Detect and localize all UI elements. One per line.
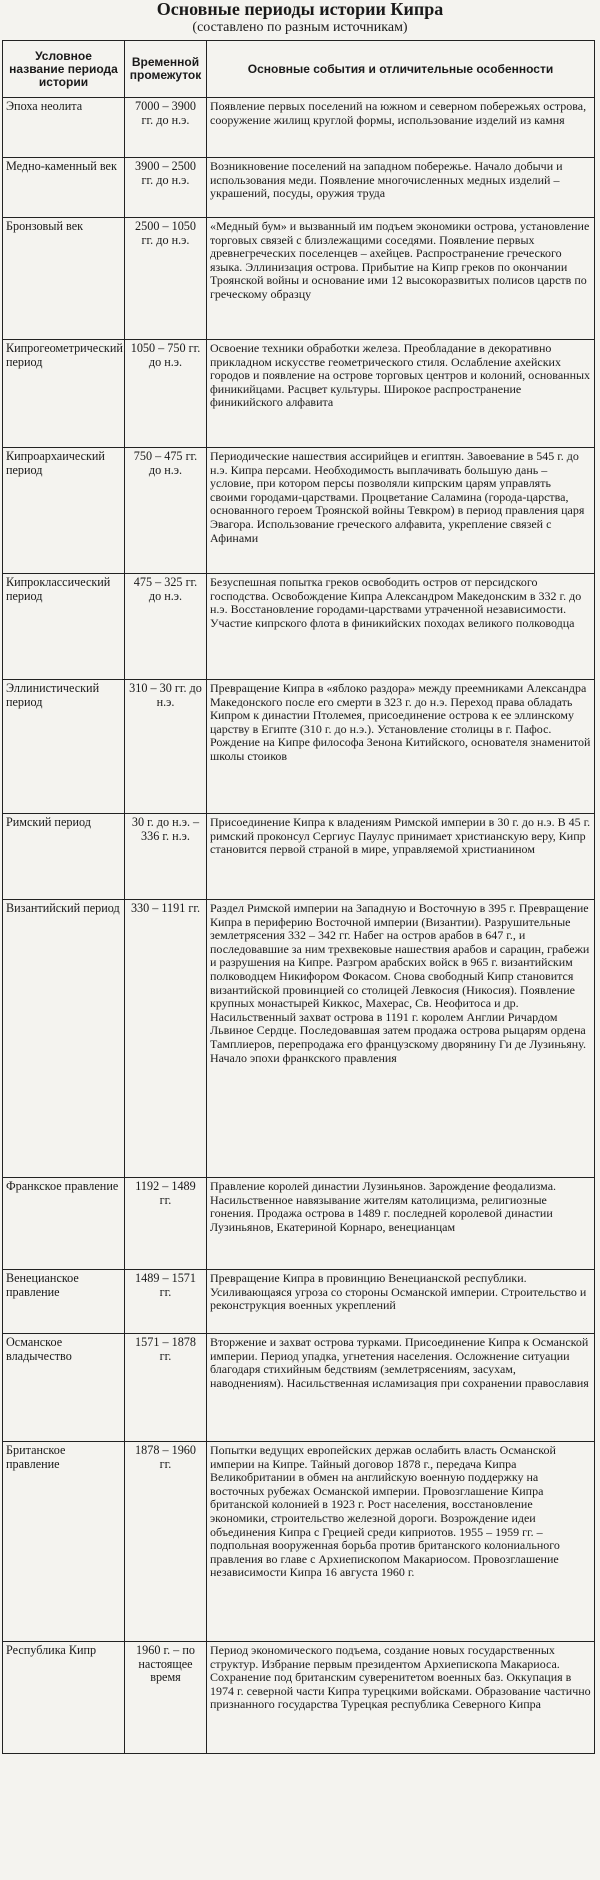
period-dates: 475 – 325 гг. до н.э. <box>125 574 207 680</box>
period-name: Кипрогеометрический период <box>3 340 125 448</box>
period-events: Присоединение Кипра к владениям Римской империи в 30 г. до н.э. В 45 г. римский проконсул Сергиус Паулус принимает христианскую веру, Кипр становится первой страной в мире, управляемой христианином <box>207 814 595 900</box>
period-name: Бронзовый век <box>3 218 125 340</box>
period-events: Освоение техники обработки железа. Преобладание в декоративно прикладном искусстве геометрического стиля. Ослабление ахейских городов и появление на острове торговых центров и колоний, основанных финикийцами. Расцвет культуры. Широкое распространение финикийского алфавита <box>207 340 595 448</box>
period-dates: 750 – 475 гг. до н.э. <box>125 448 207 574</box>
period-dates: 330 – 1191 гг. <box>125 900 207 1178</box>
period-name: Римский период <box>3 814 125 900</box>
page-title: Основные периоды истории Кипра <box>156 0 444 19</box>
table-row <box>3 340 595 448</box>
period-dates: 7000 – 3900 гг. до н.э. <box>125 98 207 158</box>
header-events: Основные события и отличительные особенности <box>207 41 595 98</box>
table-row <box>3 680 595 814</box>
period-events: Превращение Кипра в «яблоко раздора» между преемниками Александра Македонского после его смерти в 323 г. до н.э. Переход права обладать Кипром к династии Птолемея, присоединение острова к ее эллинскому царству в Египте (310 г. до н.э.). Установление столицы в г. Пафос. Рождение на Кипре философа Зенона Китийского, основателя знаменитой школы стоиков <box>207 680 595 814</box>
period-name: Эллинистический период <box>3 680 125 814</box>
period-events: Появление первых поселений на южном и северном побережьях острова, сооружение жилищ круглой формы, использование изделий из камня <box>207 98 595 158</box>
period-dates: 310 – 30 гг. до н.э. <box>125 680 207 814</box>
period-name: Британское правление <box>3 1442 125 1642</box>
period-events: Правление королей династии Лузиньянов. Зарождение феодализма. Насильственное навязывание жителям католицизма, религиозные гонения. Продажа острова в 1489 г. последней королевой династии Лузиньянов, Екатериной Корнаро, венецианцам <box>207 1178 595 1270</box>
period-name: Республика Кипр <box>3 1642 125 1754</box>
period-dates: 1571 – 1878 гг. <box>125 1334 207 1442</box>
header-dates: Временной промежуток <box>125 41 207 98</box>
period-events: Возникновение поселений на западном побережье. Начало добычи и использования меди. Появление многочисленных медных изделий – украшений, посуды, оружия труда <box>207 158 595 218</box>
period-dates: 1192 – 1489 гг. <box>125 1178 207 1270</box>
table-row <box>3 1642 595 1754</box>
period-dates: 1489 – 1571 гг. <box>125 1270 207 1334</box>
table-row <box>3 218 595 340</box>
period-events: Период экономического подъема, создание новых государственных структур. Избрание первым президентом Архиепископа Макариоса. Сохранение под британским суверенитетом военных баз. Оккупация в 1974 г. северной части Кипра турецкими войсками. Образование частично признанного государства Турецкая республика Северного Кипра <box>207 1642 595 1754</box>
period-name: Франкское правление <box>3 1178 125 1270</box>
table-row <box>3 158 595 218</box>
period-name: Эпоха неолита <box>3 98 125 158</box>
page-subtitle: (составлено по разным источникам) <box>192 20 408 35</box>
table-row <box>3 1270 595 1334</box>
table-row <box>3 98 595 158</box>
table-header-row <box>3 41 595 98</box>
period-dates: 30 г. до н.э. – 336 г. н.э. <box>125 814 207 900</box>
header-period: Условное название периода истории <box>3 41 125 98</box>
period-events: Безуспешная попытка греков освободить остров от персидского господства. Освобождение Кипра Александром Македонским в 332 г. до н.э. Восстановление городами-царствами утраченной независимости. Участие кипрского флота в финикийских походах великого полководца <box>207 574 595 680</box>
period-name: Медно-каменный век <box>3 158 125 218</box>
period-name: Кипроархаический период <box>3 448 125 574</box>
period-events: Периодические нашествия ассирийцев и египтян. Завоевание в 545 г. до н.э. Кипра персами. Необходимость выплачивать большую дань – условие, при котором персы позволяли кипрским царям управлять своими городами-царствами. Процветание Саламина (города-царства, основанного героем Троянской войны Тевкром) в период правления царя Эвагора. Использование греческого алфавита, укрепление связей с Афинами <box>207 448 595 574</box>
table-row <box>3 814 595 900</box>
period-name: Венецианское правление <box>3 1270 125 1334</box>
period-dates: 3900 – 2500 гг. до н.э. <box>125 158 207 218</box>
periods-table <box>2 40 595 1754</box>
table-row <box>3 1334 595 1442</box>
period-dates: 1050 – 750 гг. до н.э. <box>125 340 207 448</box>
period-dates: 2500 – 1050 гг. до н.э. <box>125 218 207 340</box>
period-dates: 1960 г. – по настоящее время <box>125 1642 207 1754</box>
period-events: Вторжение и захват острова турками. Присоединение Кипра к Османской империи. Период упадка, угнетения населения. Осложнение ситуации благодаря стихийным бедствиям (землетрясениям, засухам, наводнениям). Насильственная исламизация при сохранении православия <box>207 1334 595 1442</box>
period-events: Превращение Кипра в провинцию Венецианской республики. Усиливающаяся угроза со стороны Османской империи. Строительство и реконструкция военных укреплений <box>207 1270 595 1334</box>
period-events: «Медный бум» и вызванный им подъем экономики острова, установление торговых связей с близлежащими соседями. Появление первых древнегреческих поселенцев – ахейцев. Распространение греческого языка. Эллинизация острова. Прибытие на Кипр греков по окончании Троянской войны и основание ими 12 высокоразвитых полисов царств по греческому образцу <box>207 218 595 340</box>
period-name: Кипроклассический период <box>3 574 125 680</box>
period-events: Попытки ведущих европейских держав ослабить власть Османской империи на Кипре. Тайный договор 1878 г., передача Кипра Великобритании в обмен на английскую военную поддержку на восточных рубежах Османской империи. Провозглашение Кипра британской колонией в 1923 г. Рост населения, восстановление экономики, строительство железной дороги. Возрождение идеи объединения Кипра с Грецией среди киприотов. 1955 – 1959 гг. – подпольная вооруженная борьба против британского колониального правления во главе с Архиепископом Макариосом. Провозглашение независимости Кипра 16 августа 1960 г. <box>207 1442 595 1642</box>
table-row <box>3 900 595 1178</box>
period-name: Византийский период <box>3 900 125 1178</box>
table-row <box>3 574 595 680</box>
table-row <box>3 448 595 574</box>
period-name: Османское владычество <box>3 1334 125 1442</box>
period-dates: 1878 – 1960 гг. <box>125 1442 207 1642</box>
table-row <box>3 1178 595 1270</box>
table-row <box>3 1442 595 1642</box>
period-events: Раздел Римской империи на Западную и Восточную в 395 г. Превращение Кипра в периферию Восточной империи (Византии). Разрушительные землетрясения 332 – 342 гг. Набег на остров арабов в 647 г., и последовавшие за ним трехвековые нашествия арабов и сарацин, грабежи и разрушения на Кипре. Разгром арабских войск в 965 г. византийским полководцем Никифором Фокасом. Снова свободный Кипр становится византийской провинцией со столицей Левкосия (Никосия). Появление крупных монастырей Киккос, Махерас, Св. Неофитоса и др. Насильственный захват острова в 1191 г. королем Англии Ричардом Львиное Сердце. Последовавшая затем продажа острова рыцарям ордена Тамплиеров, перепродажа его французскому дворянину Ги де Лузиньяну. Начало эпохи франкского правления <box>207 900 595 1178</box>
